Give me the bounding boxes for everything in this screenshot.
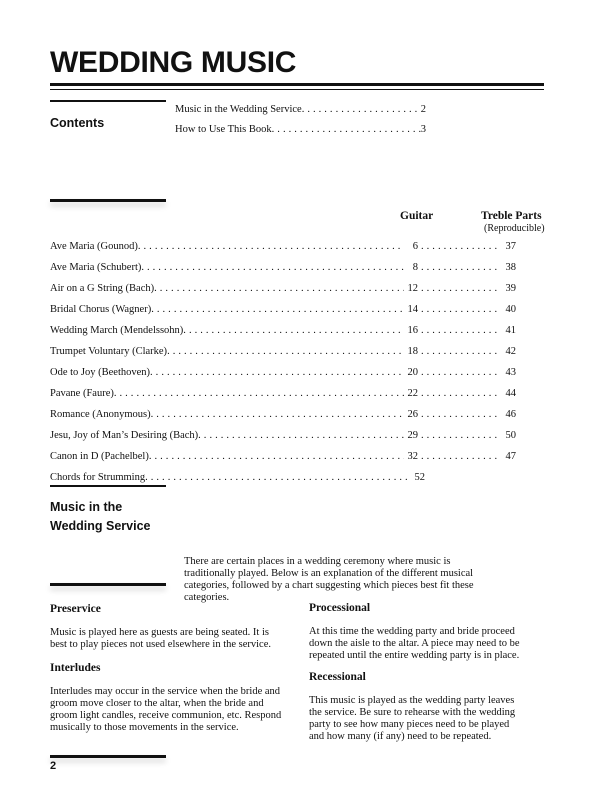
interludes-heading: Interludes <box>50 662 101 674</box>
guitar-page: 8 <box>412 262 418 273</box>
leader-dots <box>114 388 404 399</box>
guitar-page: 6 <box>412 241 418 252</box>
categories-rule <box>50 583 166 586</box>
toc-entry-title: Music in the Wedding Service <box>175 104 302 115</box>
piece-title: Jesu, Joy of Man’s Desiring (Bach) <box>50 430 199 441</box>
guitar-page: 16 <box>407 325 418 336</box>
leader-dots <box>421 409 500 420</box>
leader-dots <box>421 388 500 399</box>
toc-entry[interactable] <box>175 124 426 135</box>
section-heading-line: Music in the <box>50 500 123 514</box>
piece-title: Chords for Strumming <box>50 472 146 483</box>
section-heading-line: Wedding Service <box>50 519 151 533</box>
treble-page: 42 <box>505 346 516 357</box>
treble-page: 40 <box>505 304 516 315</box>
guitar-page: 12 <box>407 283 418 294</box>
piece-title: Trumpet Voluntary (Clarke) <box>50 346 168 357</box>
treble-page: 37 <box>505 241 516 252</box>
toc-entry-page: 3 <box>420 124 426 135</box>
column-subheader-reproducible: (Reproducible) <box>484 223 545 234</box>
title-rule-thin <box>50 89 544 90</box>
leader-dots <box>421 325 500 336</box>
guitar-page: 14 <box>407 304 418 315</box>
preservice-heading: Preservice <box>50 603 101 615</box>
leader-dots <box>421 241 500 252</box>
leader-dots <box>167 346 404 357</box>
list-item[interactable] <box>50 346 516 357</box>
leader-dots <box>421 451 500 462</box>
recessional-text: This music is played as the wedding party leaves the service. Be sure to rehearse with the wedding party to see how many pieces need to be played and how many (if any) need to be repeated. <box>309 695 516 742</box>
list-item[interactable] <box>50 304 516 315</box>
treble-page: 38 <box>505 262 516 273</box>
leader-dots <box>302 104 421 115</box>
leader-dots <box>154 283 404 294</box>
treble-page: 50 <box>505 430 516 441</box>
guitar-page: 18 <box>407 346 418 357</box>
intro-paragraph: There are certain places in a wedding ceremony where music is traditionally played. Below is an explanation of the different musical categories, followed by a chart suggesting which pieces best fit these categories. <box>184 556 474 603</box>
page-title: WEDDING MUSIC <box>50 46 297 79</box>
list-item[interactable] <box>50 388 516 399</box>
list-item[interactable] <box>50 430 516 441</box>
footer-rule <box>50 755 166 758</box>
guitar-page: 22 <box>407 388 418 399</box>
list-item[interactable] <box>50 451 516 462</box>
leader-dots <box>421 304 500 315</box>
leader-dots <box>198 430 404 441</box>
treble-page: 43 <box>505 367 516 378</box>
guitar-page: 52 <box>414 472 425 483</box>
treble-page: 44 <box>505 388 516 399</box>
piece-title: Pavane (Faure) <box>50 388 114 399</box>
piece-title: Air on a G String (Bach) <box>50 283 155 294</box>
leader-dots <box>151 409 404 420</box>
piece-title: Ave Maria (Schubert) <box>50 262 142 273</box>
toc-entry-page: 2 <box>420 104 426 115</box>
leader-dots <box>272 124 421 135</box>
page-number: 2 <box>50 760 57 772</box>
piece-title: Canon in D (Pachelbel) <box>50 451 149 462</box>
treble-page: 46 <box>505 409 516 420</box>
list-item[interactable] <box>50 241 516 252</box>
processional-text: At this time the wedding party and bride proceed down the aisle to the altar. A piece may need to be repeated until the entire wedding party is in place. <box>309 626 520 661</box>
column-header-guitar: Guitar <box>400 210 434 222</box>
piece-title: Romance (Anonymous) <box>50 409 151 420</box>
leader-dots <box>421 346 500 357</box>
interludes-text: Interludes may occur in the service when the bride and groom move closer to the altar, when the bride and groom light candles, receive communion, etc. Respond musically to those movements in the service. <box>50 686 282 733</box>
treble-page: 47 <box>505 451 516 462</box>
contents-rule <box>50 100 166 102</box>
list-item[interactable] <box>50 262 516 273</box>
guitar-page: 29 <box>407 430 418 441</box>
list-item[interactable] <box>50 409 516 420</box>
leader-dots <box>421 262 500 273</box>
treble-page: 39 <box>505 283 516 294</box>
pieces-rule <box>50 199 166 202</box>
section-rule <box>50 485 166 487</box>
treble-page: 41 <box>505 325 516 336</box>
leader-dots <box>141 262 404 273</box>
toc-entry-title: How to Use This Book <box>175 124 272 135</box>
title-rule-thick <box>50 83 544 86</box>
guitar-page: 26 <box>407 409 418 420</box>
column-header-treble: Treble Parts <box>481 210 542 222</box>
leader-dots <box>183 325 404 336</box>
piece-title: Ave Maria (Gounod) <box>50 241 138 252</box>
list-item[interactable] <box>50 325 516 336</box>
leader-dots <box>151 304 404 315</box>
list-item[interactable] <box>50 283 516 294</box>
processional-heading: Processional <box>309 602 371 614</box>
piece-title: Ode to Joy (Beethoven) <box>50 367 151 378</box>
list-item[interactable] <box>50 472 428 483</box>
section-heading <box>50 498 151 536</box>
leader-dots <box>149 451 404 462</box>
contents-heading: Contents <box>50 116 105 130</box>
list-item[interactable] <box>50 367 516 378</box>
toc-entry[interactable] <box>175 104 426 115</box>
guitar-page: 20 <box>407 367 418 378</box>
piece-title: Wedding March (Mendelssohn) <box>50 325 184 336</box>
piece-title: Bridal Chorus (Wagner) <box>50 304 152 315</box>
leader-dots <box>150 367 404 378</box>
leader-dots <box>138 241 404 252</box>
guitar-page: 32 <box>407 451 418 462</box>
leader-dots <box>421 430 500 441</box>
leader-dots <box>421 367 500 378</box>
preservice-text: Music is played here as guests are being seated. It is best to play pieces not used elsewhere in the service. <box>50 627 272 650</box>
recessional-heading: Recessional <box>309 671 366 683</box>
leader-dots <box>421 283 500 294</box>
leader-dots <box>145 472 411 483</box>
